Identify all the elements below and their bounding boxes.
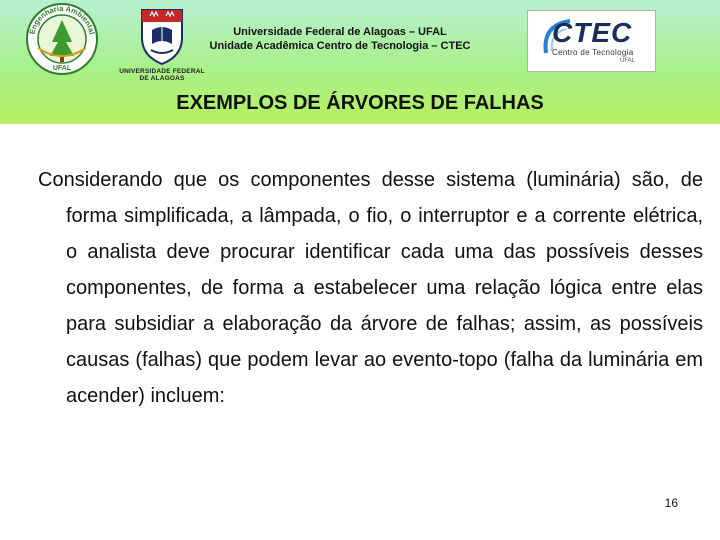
slide-body-paragraph: Considerando que os componentes desse sistema (luminária) são, de forma simplificada, a lâmpada, o fio, o interruptor e a corrente elétrica, o analista deve procurar identificar cada uma das possíveis desses componentes, de forma a estabelecer uma relação lógica entre elas para subsidiar a elaboração da árvore de falhas; assim, as possíveis causas (falhas) que podem levar ao evento-topo (falha da luminária em acender) incluem: (38, 169, 703, 407)
ctec-logo (527, 10, 656, 72)
ctec-ufal-label: UFAL (620, 58, 636, 64)
academic-unit-name: Unidade Acadêmica Centro de Tecnologia – CTEC (209, 40, 471, 52)
university-name: Universidade Federal de Alagoas – UFAL (233, 26, 447, 38)
logo-caption: UFAL (52, 65, 72, 72)
logo-arc-text: Engenharia Ambiental (27, 3, 97, 36)
environmental-engineering-logo (24, 2, 100, 76)
ufal-logo-caption (113, 68, 211, 82)
page-number: 16 (664, 496, 678, 510)
slide-title: EXEMPLOS DE ÁRVORES DE FALHAS (176, 92, 544, 114)
ctec-wordmark: CTEC (552, 17, 633, 48)
ctec-subtitle: Centro de Tecnologia (552, 48, 634, 57)
slide-header (0, 0, 720, 124)
ufal-caption-line1: UNIVERSIDADE FEDERAL (119, 68, 205, 75)
ufal-caption-line2: DE ALAGOAS (139, 75, 185, 82)
